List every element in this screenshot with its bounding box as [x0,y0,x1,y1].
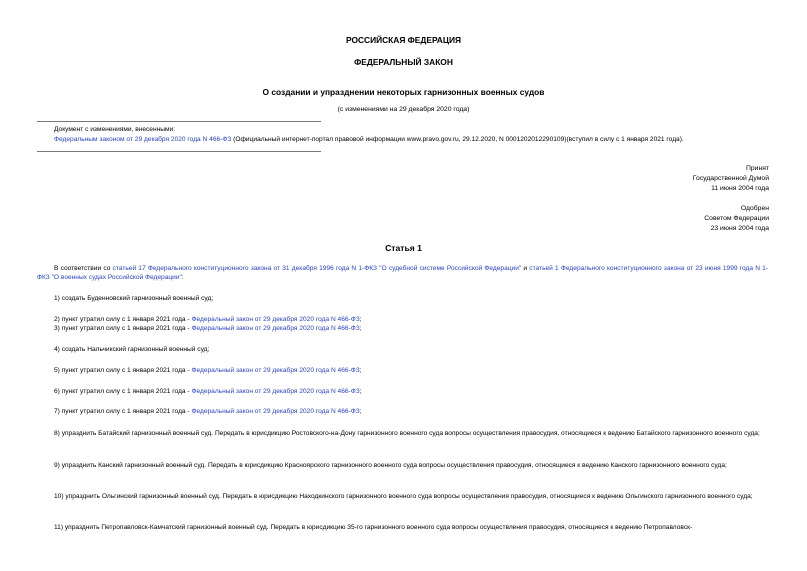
changes-line [54,135,684,144]
adoption-duma [693,164,769,194]
intro-link-fkz-1996[interactable]: статьей 17 Федерального конституционного закона от 31 декабря 1996 года N 1-ФКЗ "О судебной системе Российской Федерации" [112,265,522,272]
item-5-law-link[interactable]: Федеральный закон от 29 декабря 2020 года N 466-ФЗ [191,367,360,374]
revision-note: (с изменениями на 29 декабря 2020 года) [337,106,470,113]
item-7-law-link[interactable]: Федеральный закон от 29 декабря 2020 года N 466-ФЗ [191,408,360,415]
accepted-by: Государственной Думой [692,175,769,182]
list-item-2 [54,315,362,324]
list-item-5 [54,366,362,375]
item-5-end: ; [359,367,362,374]
item-7-end: ; [359,408,362,415]
intro-link-fkz-1999[interactable]: статьей 1 Федерального конституционного закона от 23 июня 1999 года N 1-ФКЗ "О военных судах Российской Федерации" [37,265,768,282]
approved-by: Советом Федерации [704,215,769,222]
intro-text-1: В соответствии со [54,265,113,272]
changes-source: (Официальный интернет-портал правовой информации www.pravo.gov.ru, 29.12.2020, N 0001202012290109)(вступил в силу с 1 января 2021 года). [231,136,684,143]
list-item-6 [54,387,362,396]
law-type-heading: ФЕДЕРАЛЬНЫЙ ЗАКОН [354,57,453,67]
adoption-council [704,204,769,234]
item-6-end: ; [359,388,362,395]
changes-law-link[interactable]: Федеральным законом от 29 декабря 2020 года N 466-ФЗ [54,136,232,143]
list-item-7 [54,407,362,416]
item-3-text: 3) пункт утратил силу с 1 января 2021 года - [54,325,192,332]
intro-text-2: и [521,265,530,272]
list-item-1: 1) создать Буденновский гарнизонный военный суд; [54,295,214,302]
accepted-date: 11 июня 2004 года [711,185,769,192]
article-title: Статья 1 [385,243,422,253]
item-6-text: 6) пункт утратил силу с 1 января 2021 года - [54,388,192,395]
changes-bottom-divider [37,151,321,152]
item-2-text: 2) пункт утратил силу с 1 января 2021 года - [54,316,192,323]
list-item-3 [54,324,362,333]
intro-text-3: : [181,274,184,282]
item-6-law-link[interactable]: Федеральный закон от 29 декабря 2020 года N 466-ФЗ [191,388,360,395]
item-2-end: ; [359,316,362,323]
list-item-10: 10) упразднить Ольгинский гарнизонный военный суд. Передать в юрисдикцию Находкинского гарнизонного военного суда вопросы осуществления правосудия, относящиеся к ведению Ольгинского гарнизонного военного суда; [54,493,753,500]
list-item-9: 9) упразднить Канский гарнизонный военный суд. Передать в юрисдикцию Красноярского гарнизонного военного суда вопросы осуществления правосудия, относящиеся к ведению Канского гарнизонного военного суда; [54,462,727,469]
item-5-text: 5) пункт утратил силу с 1 января 2021 года - [54,367,192,374]
article-intro [37,264,768,282]
list-item-11: 11) упразднить Петропавловск-Камчатский гарнизонный военный суд. Передать в юрисдикцию 35-го гарнизонного военного суда вопросы осуществления правосудия, относящиеся к ведению Петропавловск- [54,524,693,531]
changes-top-divider [37,121,321,122]
approved-date: 23 июня 2004 года [710,225,769,232]
item-7-text: 7) пункт утратил силу с 1 января 2021 года - [54,408,192,415]
list-item-4: 4) создать Нальчикский гарнизонный военный суд; [54,346,210,353]
accepted-label: Принят [745,165,769,172]
federation-heading: РОССИЙСКАЯ ФЕДЕРАЦИЯ [345,35,462,45]
changes-label: Документ с изменениями, внесенными: [54,126,176,133]
list-item-8: 8) упразднить Батайский гарнизонный военный суд. Передать в юрисдикцию Ростовского-на-Дону гарнизонного военного суда вопросы осуществления правосудия, относящиеся к ведению Батайского гарнизонного военного суда; [54,430,760,437]
law-title: О создании и упразднении некоторых гарнизонных военных судов [262,87,545,97]
item-2-law-link[interactable]: Федеральный закон от 29 декабря 2020 года N 466-ФЗ [191,316,360,323]
approved-label: Одобрен [740,205,769,212]
item-3-law-link[interactable]: Федеральный закон от 29 декабря 2020 года N 466-ФЗ [191,325,360,332]
item-3-end: ; [359,325,362,332]
